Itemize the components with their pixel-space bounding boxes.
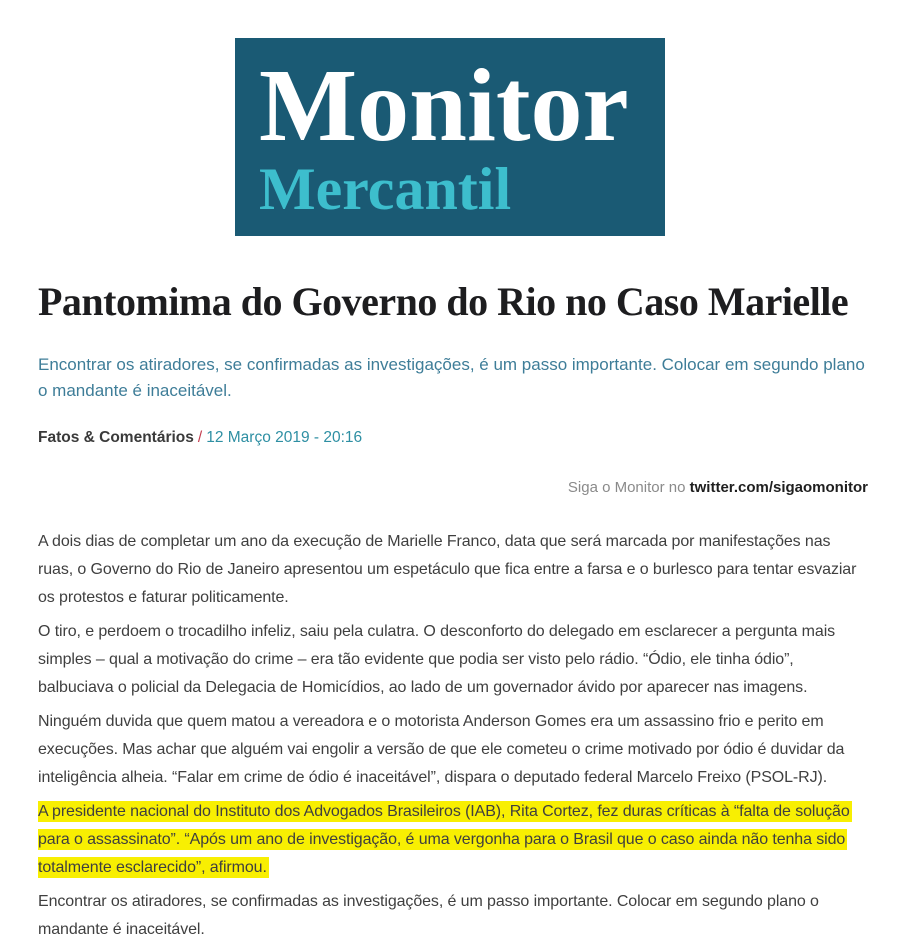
logo-subtitle: Mercantil: [259, 155, 512, 222]
meta-separator: /: [197, 429, 203, 446]
article-paragraph-highlighted: A presidente nacional do Instituto dos Advogados Brasileiros (IAB), Rita Cortez, fez duras críticas à “falta de solução para o assassinato”. “Após um ano de investigação, é uma vergonha para o Brasil que o caso ainda não tenha sido totalmente esclarecido”, afirmou.: [38, 803, 850, 876]
twitter-link[interactable]: twitter.com/sigaomonitor: [689, 479, 868, 496]
article-paragraph: Ninguém duvida que quem matou a vereadora e o motorista Anderson Gomes era um assassino frio e perito em execuções. Mas achar que alguém vai engolir a versão de que ele cometeu o crime motivado por ódio é duvidar da inteligência alheia. “Falar em crime de ódio é inaceitável”, dispara o deputado federal Marcelo Freixo (PSOL-RJ).: [38, 713, 845, 786]
publish-date: 12 Março 2019 - 20:16: [206, 429, 363, 446]
logo-title: Monitor: [259, 48, 629, 164]
site-logo[interactable]: [235, 38, 665, 236]
article-meta: [38, 428, 868, 448]
article-deck: Encontrar os atiradores, se confirmadas as investigações, é um passo importante. Colocar em segundo plano o mandante é inaceitável.: [38, 355, 865, 400]
article-paragraph: A dois dias de completar um ano da execução de Marielle Franco, data que será marcada por manifestações nas ruas, o Governo do Rio de Janeiro apresentou um espetáculo que fica entre a farsa e o burlesco para tentar esvaziar os protestos e faturar politicamente.: [38, 533, 857, 606]
article-paragraph: O tiro, e perdoem o trocadilho infeliz, saiu pela culatra. O desconforto do delegado em esclarecer a pergunta mais simples – qual a motivação do crime – era tão evidente que podia ser visto pelo rádio. “Ódio, ele tinha ódio”, balbuciava o policial da Delegacia de Homicídios, ao lado de um governador ávido por aparecer nas imagens.: [38, 623, 836, 696]
follow-prefix: Siga o Monitor no: [567, 479, 690, 496]
follow-line: [38, 478, 868, 498]
article-content: [38, 278, 868, 944]
category-link[interactable]: Fatos & Comentários: [38, 429, 194, 446]
article-paragraph: Encontrar os atiradores, se confirmadas as investigações, é um passo importante. Colocar em segundo plano o mandante é inaceitável.: [38, 893, 819, 938]
article-title: Pantomima do Governo do Rio no Caso Marielle: [38, 279, 849, 324]
article-body: [38, 528, 868, 944]
